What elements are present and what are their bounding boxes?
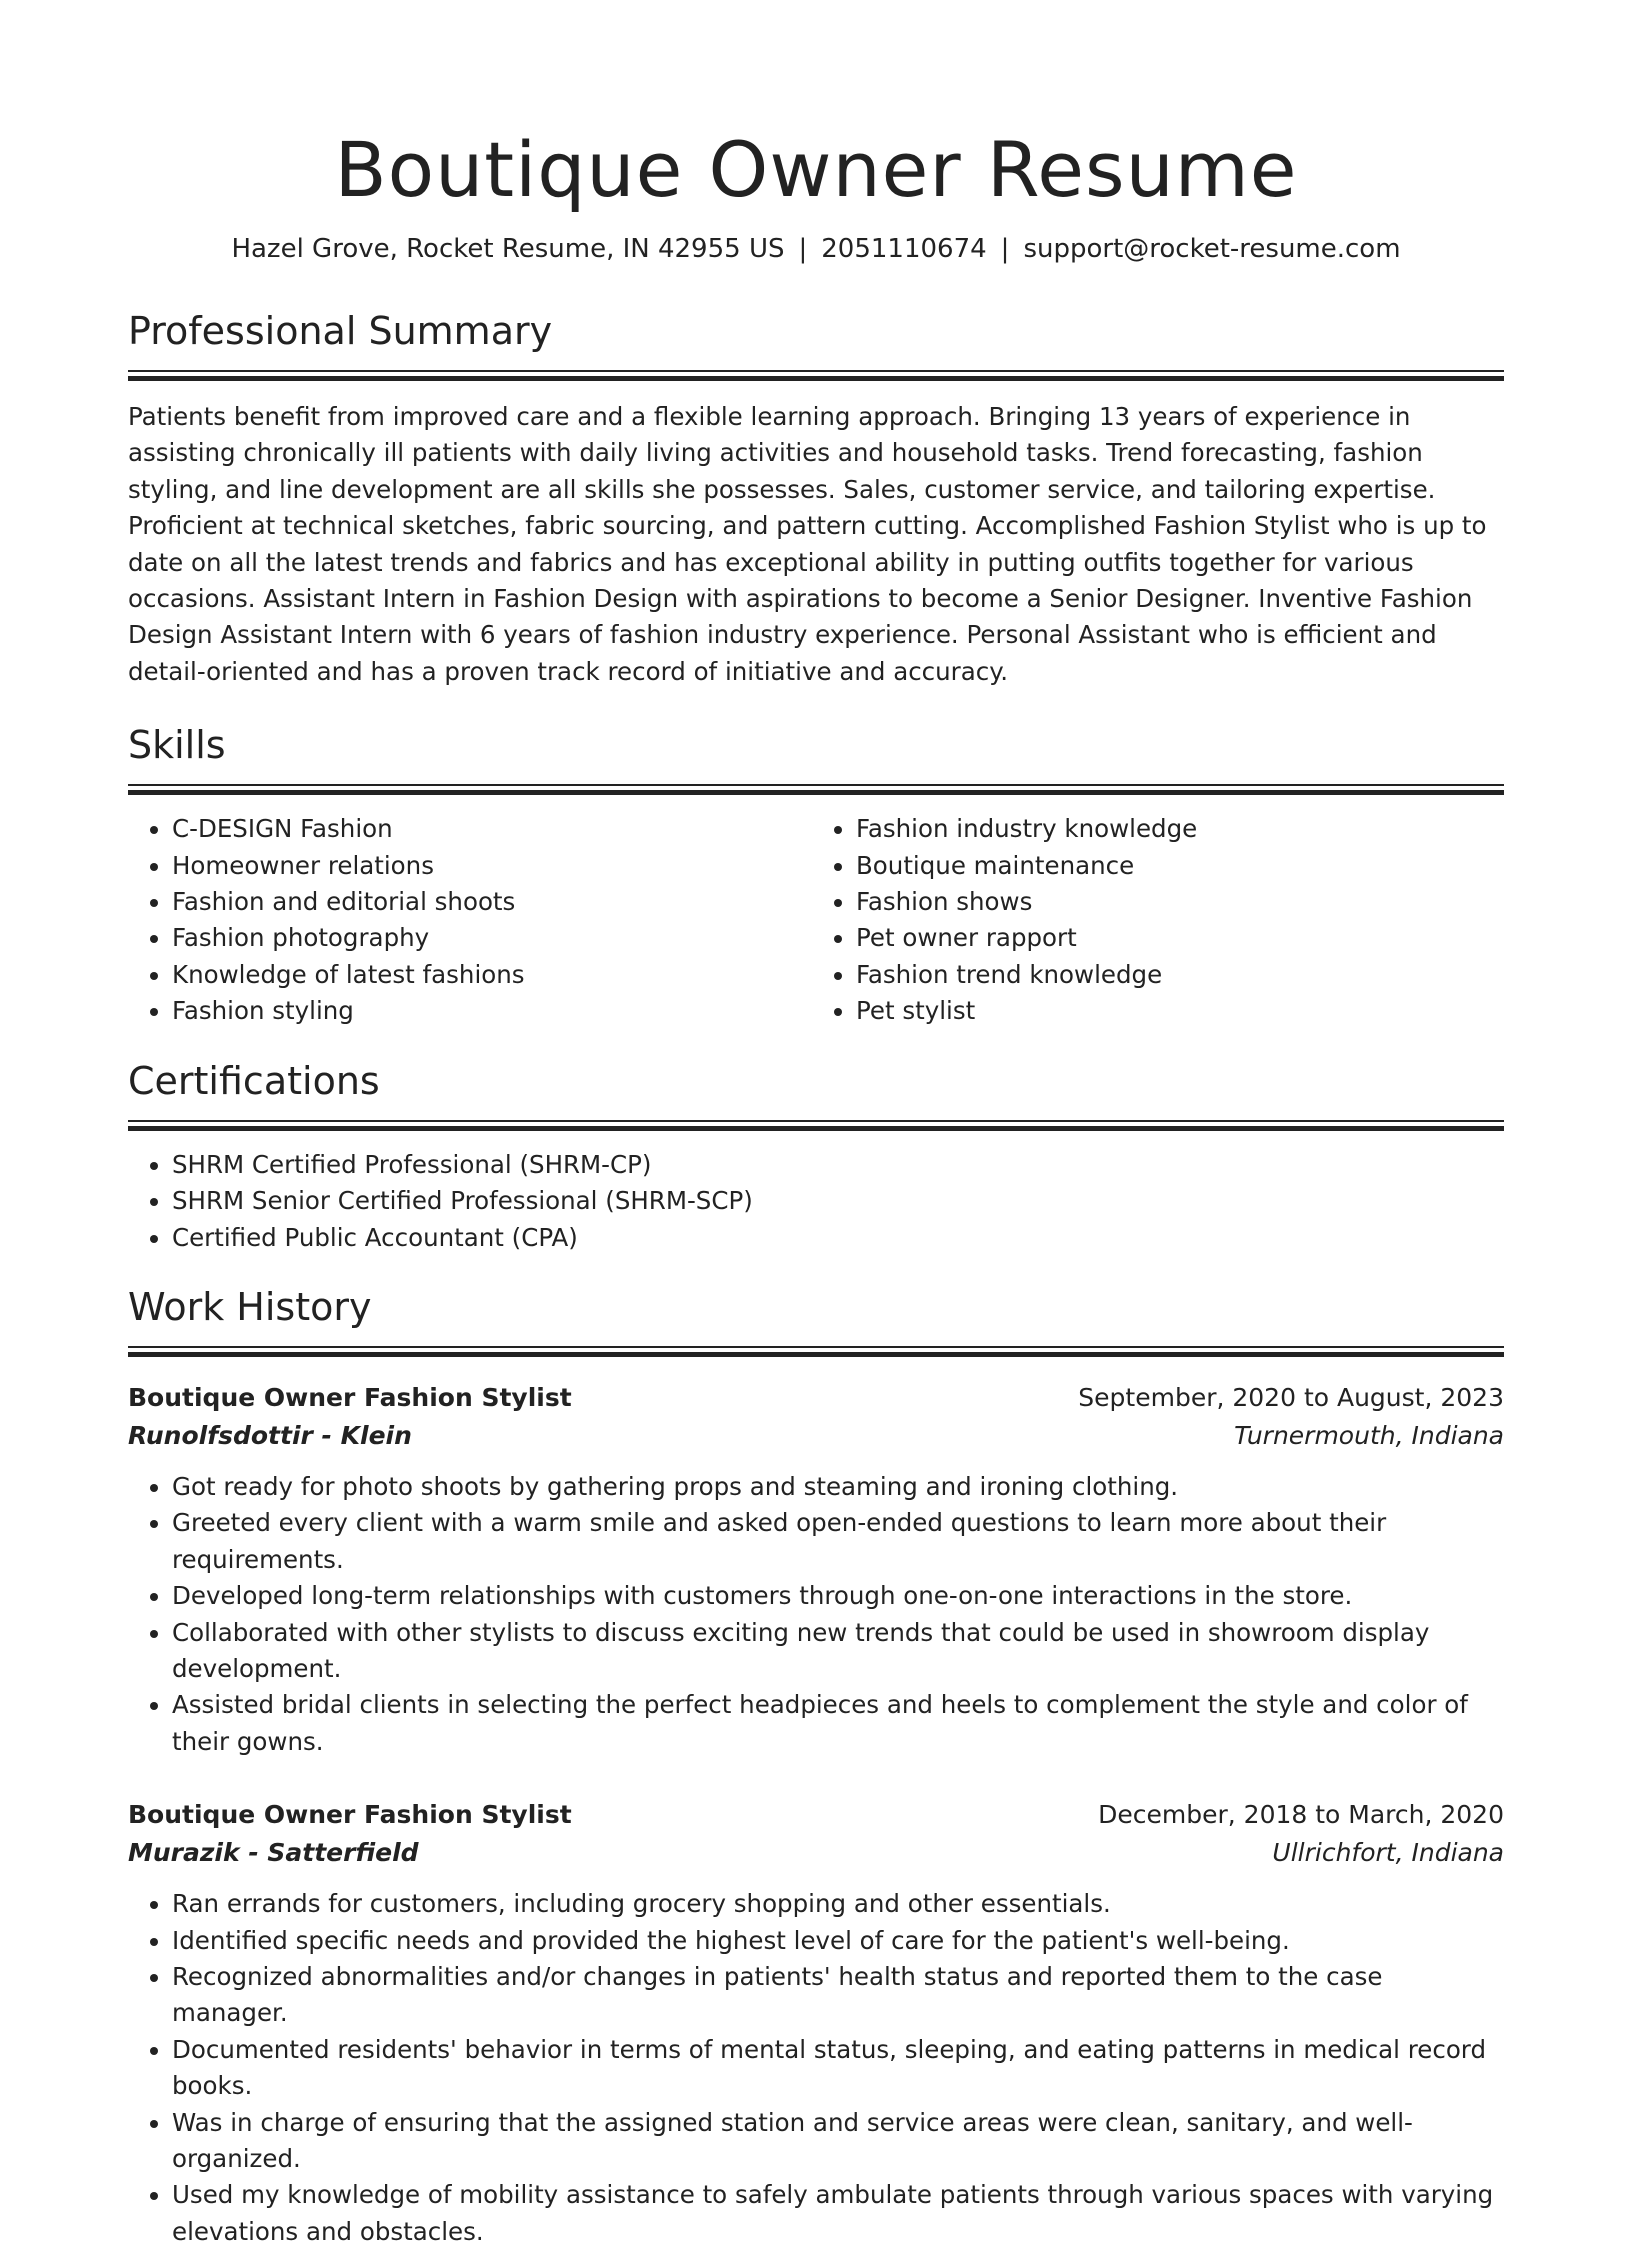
skill-item: • Fashion photography: [172, 920, 806, 956]
contact-separator: |: [1000, 234, 1010, 264]
job-title: Boutique Owner Fashion Stylist: [128, 1382, 572, 1412]
certification-item: • SHRM Certified Professional (SHRM-CP): [172, 1147, 1504, 1183]
work-history-section: [128, 1282, 1504, 2250]
skill-item: • Fashion trend knowledge: [856, 957, 1490, 993]
skills-list-left: [128, 811, 806, 1029]
job-bullet: • Documented residents' behavior in terms of mental status, sleeping, and eating patterns in medical record books.: [172, 2032, 1504, 2105]
job-location: Ullrichfort, Indiana: [1272, 1838, 1504, 1868]
skill-item: • Pet stylist: [856, 993, 1490, 1029]
job-company-row: [128, 1834, 1504, 1872]
job-bullet: • Was in charge of ensuring that the assigned station and service areas were clean, sanitary, and well-organized.: [172, 2105, 1504, 2178]
resume-title: Boutique Owner Resume: [334, 125, 1298, 214]
skill-item: • Knowledge of latest fashions: [172, 957, 806, 993]
summary-section: [128, 306, 1504, 690]
skill-item: • C-DESIGN Fashion: [172, 811, 806, 847]
resume-page: [128, 0, 1504, 2250]
job-title: Boutique Owner Fashion Stylist: [128, 1800, 572, 1830]
skills-list-right: [806, 811, 1490, 1029]
certifications-section: [128, 1056, 1504, 1256]
skills-grid: [128, 811, 1504, 1029]
job-company-row: [128, 1417, 1504, 1455]
skill-item: • Homeowner relations: [172, 848, 806, 884]
job-company: Runolfsdottir - Klein: [128, 1420, 412, 1450]
summary-heading: Professional Summary: [128, 309, 553, 353]
work-history-heading: Work History: [128, 1284, 372, 1329]
job-bullets: [128, 1886, 1504, 2250]
section-divider: [128, 1120, 1504, 1131]
job-bullet: • Collaborated with other stylists to discuss exciting new trends that could be used in showroom display development.: [172, 1615, 1504, 1688]
job-location: Turnermouth, Indiana: [1234, 1420, 1504, 1450]
job-dates: September, 2020 to August, 2023: [1078, 1382, 1504, 1412]
certifications-heading: Certifications: [128, 1058, 380, 1103]
skills-section: [128, 720, 1504, 1029]
job-bullet: • Ran errands for customers, including grocery shopping and other essentials.: [172, 1886, 1504, 1922]
section-divider: [128, 370, 1504, 381]
job-company: Murazik - Satterfield: [128, 1838, 419, 1868]
section-divider: [128, 784, 1504, 795]
skill-item: • Fashion styling: [172, 993, 806, 1029]
skill-item: • Boutique maintenance: [856, 848, 1490, 884]
job-bullet: • Greeted every client with a warm smile and asked open-ended questions to learn more about their requirements.: [172, 1505, 1504, 1578]
certification-item: • SHRM Senior Certified Professional (SHRM-SCP): [172, 1183, 1504, 1219]
contact-email: support@rocket-resume.com: [1023, 234, 1401, 264]
job-dates: December, 2018 to March, 2020: [1098, 1800, 1504, 1830]
job-bullets: [128, 1469, 1504, 1760]
contact-line: [128, 232, 1504, 266]
skill-item: • Fashion industry knowledge: [856, 811, 1490, 847]
job-bullet: • Identified specific needs and provided the highest level of care for the patient's well-being.: [172, 1923, 1504, 1959]
skill-item: • Pet owner rapport: [856, 920, 1490, 956]
certification-item: • Certified Public Accountant (CPA): [172, 1220, 1504, 1256]
contact-separator: |: [798, 234, 808, 264]
section-divider: [128, 1346, 1504, 1357]
skill-item: • Fashion and editorial shoots: [172, 884, 806, 920]
skill-item: • Fashion shows: [856, 884, 1490, 920]
contact-phone: 2051110674: [821, 234, 987, 264]
job-bullet: • Developed long-term relationships with customers through one-on-one interactions in the store.: [172, 1578, 1504, 1614]
skills-heading: Skills: [128, 723, 226, 768]
job-bullet: • Got ready for photo shoots by gathering props and steaming and ironing clothing.: [172, 1469, 1504, 1505]
contact-address: Hazel Grove, Rocket Resume, IN 42955 US: [231, 234, 785, 264]
job-bullet: • Recognized abnormalities and/or changes in patients' health status and reported them to the case manager.: [172, 1959, 1504, 2032]
job-bullet: • Used my knowledge of mobility assistance to safely ambulate patients through various spaces with varying elevations and obstacles.: [172, 2177, 1504, 2250]
job-header-row: [128, 1379, 1504, 1417]
job-header-row: [128, 1796, 1504, 1834]
job-entry: [128, 1796, 1504, 2250]
summary-text: Patients benefit from improved care and a flexible learning approach. Bringing 13 years of experience in assisting chronically ill patients with daily living activities and household tasks. Trend forecasting, fashion styling, and line development are all skills she possesses. Sales, customer service, and tailoring expertise. Proficient at technical sketches, fabric sourcing, and pattern cutting. Accomplished Fashion Stylist who is up to date on all the latest trends and fabrics and has exceptional ability in putting outfits together for various occasions. Assistant Intern in Fashion Design with aspirations to become a Senior Designer. Inventive Fashion Design Assistant Intern with 6 years of fashion industry experience. Personal Assistant who is efficient and detail-oriented and has a proven track record of initiative and accuracy.: [128, 402, 1487, 686]
job-bullet: • Assisted bridal clients in selecting the perfect headpieces and heels to complement the style and color of their gowns.: [172, 1687, 1504, 1760]
certifications-list: [128, 1147, 1504, 1256]
job-entry: [128, 1379, 1504, 1760]
